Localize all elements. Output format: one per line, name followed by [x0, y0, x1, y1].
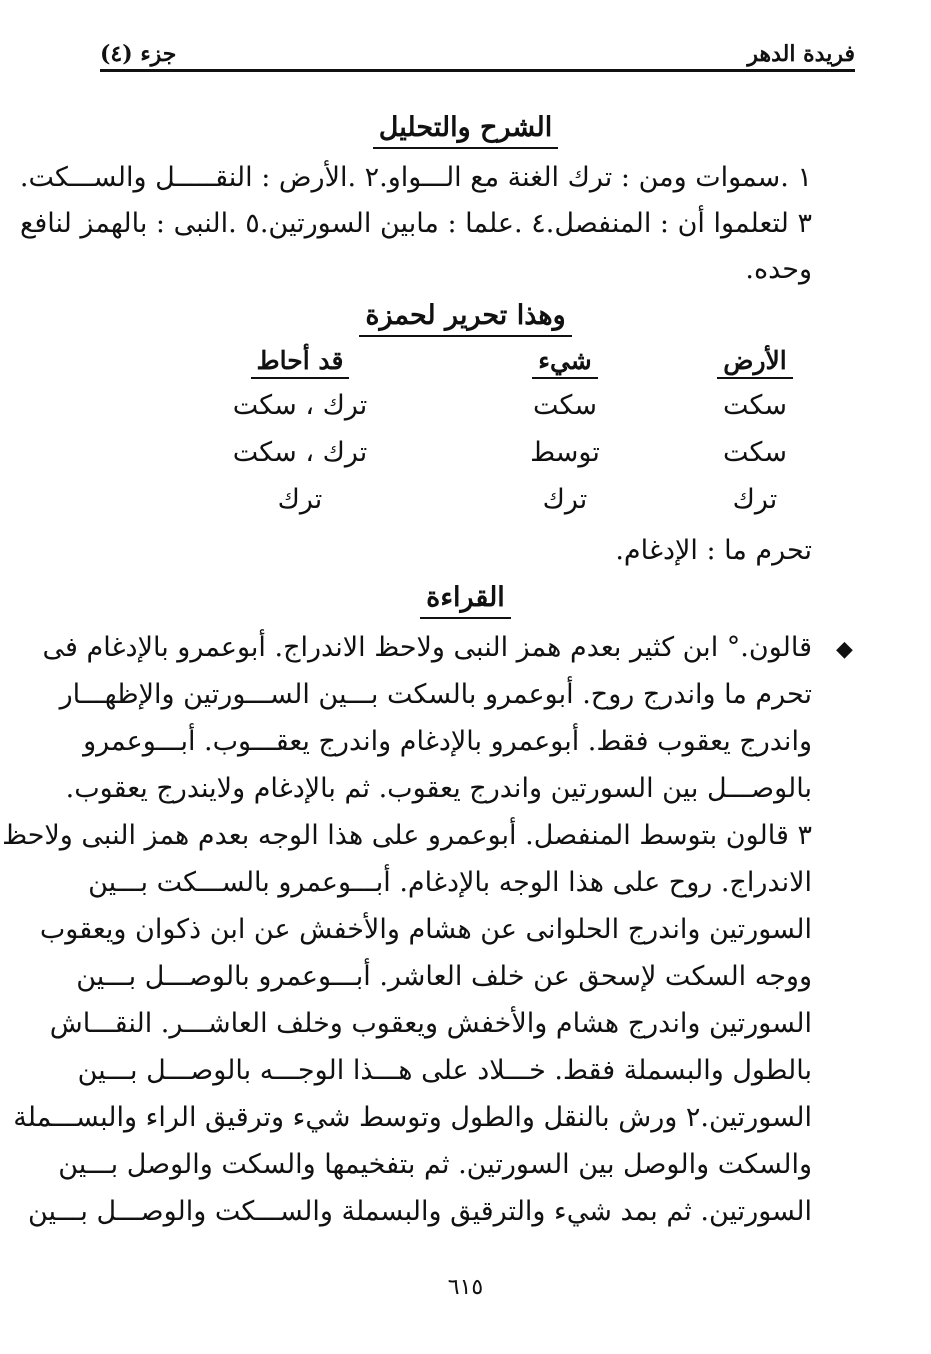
reading-line: السورتين واندرج الحلوانى عن هشام والأخفش عن ابن ذكوان ويعقوب	[39, 914, 812, 945]
section-title-reading: القراءة	[0, 582, 931, 613]
explanation-line: ٣ لتعلموا أن : المنفصل.٤ .علما : مابين السورتين.٥ .النبى : بالهمز لنافع	[19, 208, 812, 239]
note-line: تحرم ما : الإدغام.	[615, 535, 812, 566]
reading-line: بالوصـــل بين السورتين واندرج يعقوب. ثم بالإدغام ولايندرج يعقوب.	[65, 773, 812, 804]
reading-line: واندرج يعقوب فقط. أبوعمرو بالإدغام واندرج يعقـــوب. أبـــوعمرو	[83, 726, 812, 757]
table-cell: سكت	[532, 390, 598, 421]
reading-line: قالون.° ابن كثير بعدم همز النبى ولاحظ الاندراج. أبوعمرو بالإدغام فى	[42, 632, 812, 663]
explanation-line: وحده.	[745, 254, 812, 285]
table-cell: سكت	[722, 390, 788, 421]
reading-line: تحرم ما واندرج روح. أبوعمرو بالسكت بـــين الســـورتين والإظهـــار	[59, 679, 812, 710]
table-cell: ترك ، سكت	[232, 437, 368, 468]
table-cell: سكت	[722, 437, 788, 468]
reading-line: ٣ قالون بتوسط المنفصل. أبوعمرو على هذا الوجه بعدم همز النبى ولاحظ	[2, 820, 812, 851]
table-cell: ترك	[732, 484, 778, 515]
part-label: جزء (٤)	[100, 41, 177, 67]
reading-line: الاندراج. روح على هذا الوجه بالإدغام. أبـــوعمرو بالســـكت بـــين	[88, 867, 812, 898]
section-title-explanation: الشرح والتحليل	[0, 112, 931, 143]
reading-line: السورتين.٢ ورش بالنقل والطول وتوسط شيء وترقيق الراء والبســـملة	[13, 1102, 812, 1133]
reading-line: ووجه السكت لإسحق عن خلف العاشر. أبـــوعمرو بالوصـــل بـــين	[76, 961, 812, 992]
table-header-shay: شيء	[510, 346, 620, 375]
reading-line: بالطول والبسملة فقط. خـــلاد على هـــذا الوجـــه بالوصـــل بـــين	[77, 1055, 812, 1086]
explanation-line: ١ .سموات ومن : ترك الغنة مع الـــواو.٢ .الأرض : النقـــــل والســـكت.	[19, 162, 812, 193]
book-title: فريدة الدهر	[747, 41, 855, 67]
table-cell: ترك	[277, 484, 323, 515]
section-title-hamza: وهذا تحرير لحمزة	[0, 300, 931, 331]
table-header-qad-ahat: قد أحاط	[230, 346, 370, 375]
page-number: ٦١٥	[447, 1275, 484, 1300]
reading-line: والسكت والوصل بين السورتين. ثم بتفخيمها والسكت والوصل بـــين	[58, 1149, 812, 1180]
table-cell: توسط	[530, 437, 600, 468]
table-cell: ترك ، سكت	[232, 390, 368, 421]
running-header	[100, 36, 855, 72]
table-header-ard: الأرض	[700, 346, 810, 375]
bullet-diamond: ◆	[836, 637, 853, 662]
table-cell: ترك	[542, 484, 588, 515]
reading-line: السورتين واندرج هشام والأخفش ويعقوب وخلف العاشـــر. النقـــاش	[49, 1008, 812, 1039]
reading-line: السورتين. ثم بمد شيء والترقيق والبسملة والســـكت والوصـــل بـــين	[27, 1196, 812, 1227]
